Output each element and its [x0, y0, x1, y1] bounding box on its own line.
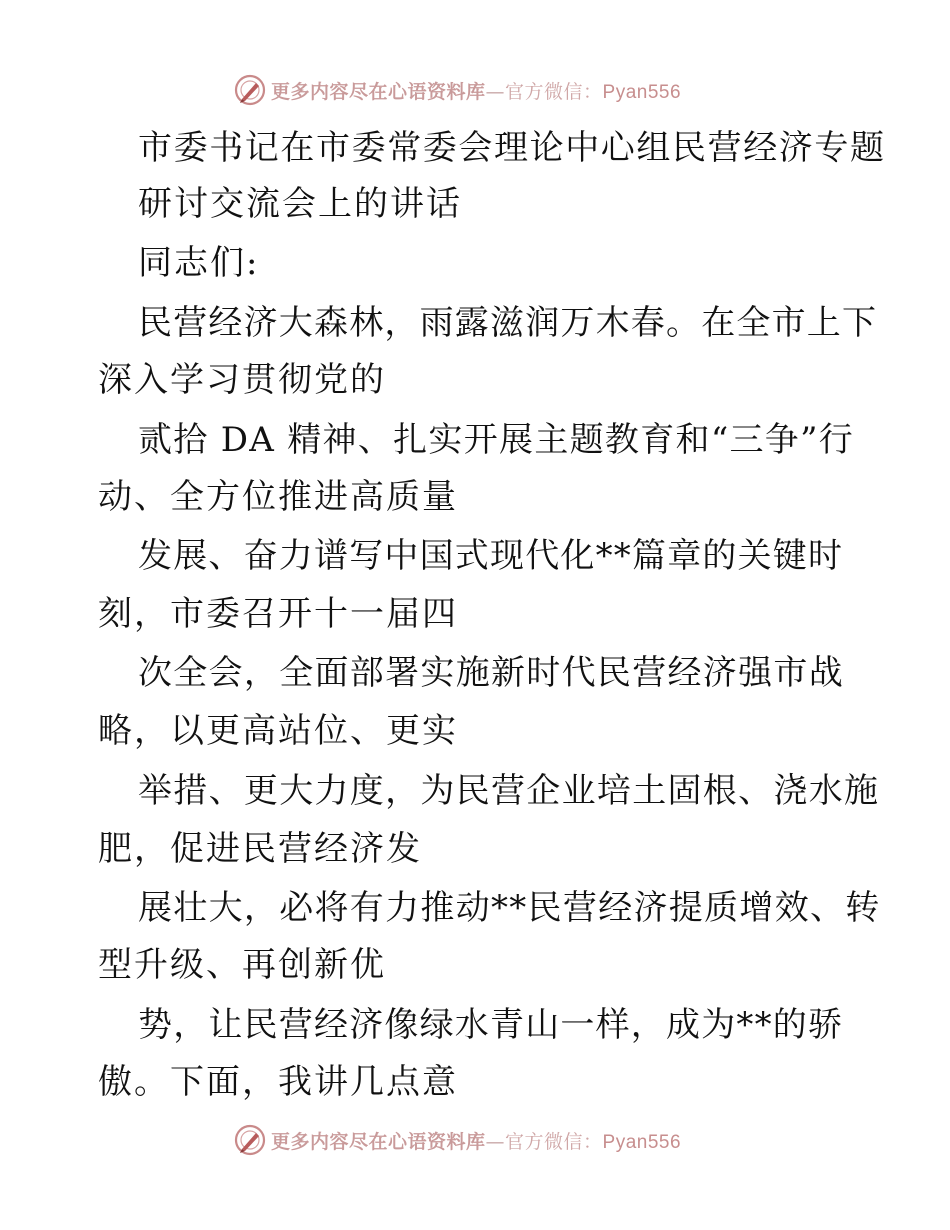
text-line: 研讨交流会上的讲话: [138, 184, 462, 224]
text-line: 展壮大，必将有力推动**民营经济提质增效、转: [138, 888, 881, 928]
text-line: 发展、奋力谱写中国式现代化**篇章的关键时: [138, 536, 844, 576]
watermark-separator: —: [485, 80, 506, 103]
watermark-main: 更多内容尽在心语资料库: [271, 1130, 486, 1153]
pen-logo-icon: [233, 1123, 267, 1157]
text-line: 次全会，全面部署实施新时代民营经济强市战: [138, 653, 844, 693]
watermark-text: [271, 77, 681, 104]
pen-logo-icon: [233, 73, 267, 107]
text-line: 市委书记在市委常委会理论中心组民营经济专题: [138, 128, 886, 168]
text-line: 型升级、再创新优: [98, 945, 386, 985]
text-line: 深入学习贯彻党的: [98, 360, 386, 400]
text-line: 动、全方位推进高质量: [98, 477, 458, 517]
text-line: 略，以更高站位、更实: [98, 711, 458, 751]
watermark-banner-bottom: [233, 1122, 681, 1158]
watermark-main: 更多内容尽在心语资料库: [271, 80, 486, 103]
watermark-text: [271, 1127, 681, 1154]
watermark-id: Pyan556: [602, 1131, 682, 1153]
watermark-sub: 官方微信：: [505, 1130, 603, 1153]
watermark-sub: 官方微信：: [505, 80, 603, 103]
text-line: 举措、更大力度，为民营企业培土固根、浇水施: [138, 771, 880, 811]
text-line: 同志们:: [138, 243, 260, 283]
text-line: 傲。下面，我讲几点意: [98, 1062, 458, 1102]
watermark-separator: —: [485, 1130, 506, 1153]
text-line: 民营经济大森林，雨露滋润万木春。在全市上下: [138, 303, 878, 343]
text-line: 贰拾 DA 精神、扎实开展主题教育和“三争”行: [138, 420, 855, 460]
watermark-banner-top: [233, 72, 681, 108]
text-line: 刻，市委召开十一届四: [98, 594, 458, 634]
watermark-id: Pyan556: [602, 81, 682, 103]
text-line: 肥，促进民营经济发: [98, 829, 422, 869]
text-line: 势，让民营经济像绿水青山一样，成为**的骄: [138, 1005, 844, 1045]
